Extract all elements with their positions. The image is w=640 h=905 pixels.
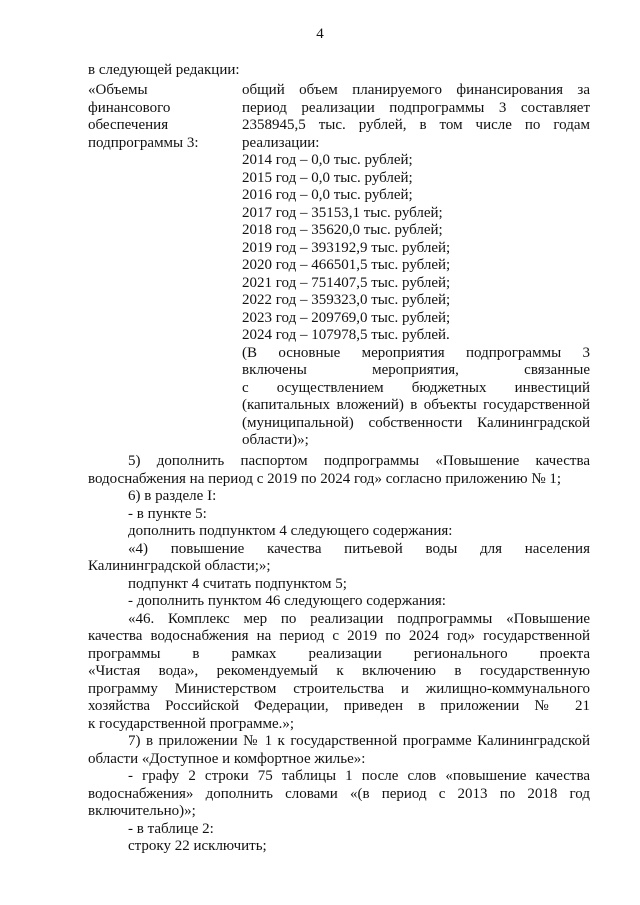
year-line: 2018 год – 35620,0 тыс. рублей; (242, 222, 443, 238)
body-line: водоснабжения» дополнить словами «(в период с 2013 по 2018 год (88, 785, 590, 802)
summary-line: 2358945,5 тыс. рублей, в том числе по годам (242, 117, 590, 133)
body-line: - дополнить пунктом 46 следующего содержания: (128, 593, 446, 609)
body-line: дополнить подпунктом 4 следующего содержания: (128, 523, 453, 539)
label-line: «Объемы (88, 82, 148, 98)
page-number: 4 (316, 26, 324, 42)
body-line: - в таблице 2: (128, 820, 214, 837)
row-label (88, 82, 233, 152)
note-line: области)»; (242, 432, 309, 448)
label-line: подпрограммы 3: (88, 134, 199, 151)
year-line: 2016 год – 0,0 тыс. рублей; (242, 187, 413, 203)
year-line: 2019 год – 393192,9 тыс. рублей; (242, 239, 451, 256)
body-line: включительно)»; (88, 803, 196, 819)
body-line: хозяйства Российской Федерации, приведен в приложении № 21 (88, 698, 590, 714)
body-line: качества водоснабжения на период с 2019 по 2024 год» государственной (88, 628, 590, 644)
body-line: Калининградской области;»; (88, 558, 271, 574)
body-line: 6) в разделе I: (128, 488, 217, 504)
label-line: обеспечения (88, 117, 169, 133)
body-line: области «Доступное и комфортное жилье»: (88, 750, 366, 767)
summary-line: общий объем планируемого финансирования за (242, 82, 590, 98)
year-line: 2023 год – 209769,0 тыс. рублей; (242, 309, 451, 326)
summary-line: реализации: (242, 134, 320, 151)
financing-details (242, 82, 590, 450)
body-line: «4) повышение качества питьевой воды для населения (128, 540, 590, 557)
year-line: 2020 год – 466501,5 тыс. рублей; (242, 257, 451, 273)
year-line: 2022 год – 359323,0 тыс. рублей; (242, 292, 451, 308)
year-line: 2017 год – 35153,1 тыс. рублей; (242, 204, 443, 221)
amendment-body (88, 453, 590, 856)
note-line: с осуществлением бюджетных инвестиций (242, 379, 590, 396)
body-line: - графу 2 строки 75 таблицы 1 после слов «повышение качества (128, 768, 590, 784)
note-line: включены мероприятия, связанные (242, 362, 590, 378)
body-line: «46. Комплекс мер по реализации подпрограммы «Повышение (128, 610, 590, 627)
body-line: программы в рамках реализации регионального проекта (88, 645, 590, 662)
note-line: (В основные мероприятия подпрограммы 3 (242, 344, 590, 361)
body-line: строку 22 исключить; (128, 838, 267, 854)
year-line: 2015 год – 0,0 тыс. рублей; (242, 169, 413, 186)
note-line: (капитальных вложений) в объекты государственной (242, 397, 590, 413)
body-line: водоснабжения на период с 2019 по 2024 год» согласно приложению № 1; (88, 470, 562, 487)
year-line: 2021 год – 751407,5 тыс. рублей; (242, 274, 451, 291)
body-line: 5) дополнить паспортом подпрограммы «Повышение качества (128, 453, 590, 469)
body-line: подпункт 4 считать подпунктом 5; (128, 575, 347, 592)
body-line: 7) в приложении № 1 к государственной программе Калининградской (128, 733, 590, 749)
body-line: «Чистая вода», рекомендуемый к включению в государственную (88, 663, 590, 679)
year-line: 2024 год – 107978,5 тыс. рублей. (242, 327, 450, 343)
body-line: программу Министерством строительства и жилищно-коммунального (88, 680, 590, 697)
body-line: к государственной программе.»; (88, 715, 295, 732)
intro-line: в следующей редакции: (88, 62, 240, 78)
label-line: финансового (88, 99, 171, 116)
note-line: (муниципальной) собственности Калининградской (242, 414, 590, 431)
summary-line: период реализации подпрограммы 3 составляет (242, 99, 590, 116)
body-line: - в пункте 5: (128, 505, 207, 522)
year-line: 2014 год – 0,0 тыс. рублей; (242, 152, 413, 168)
